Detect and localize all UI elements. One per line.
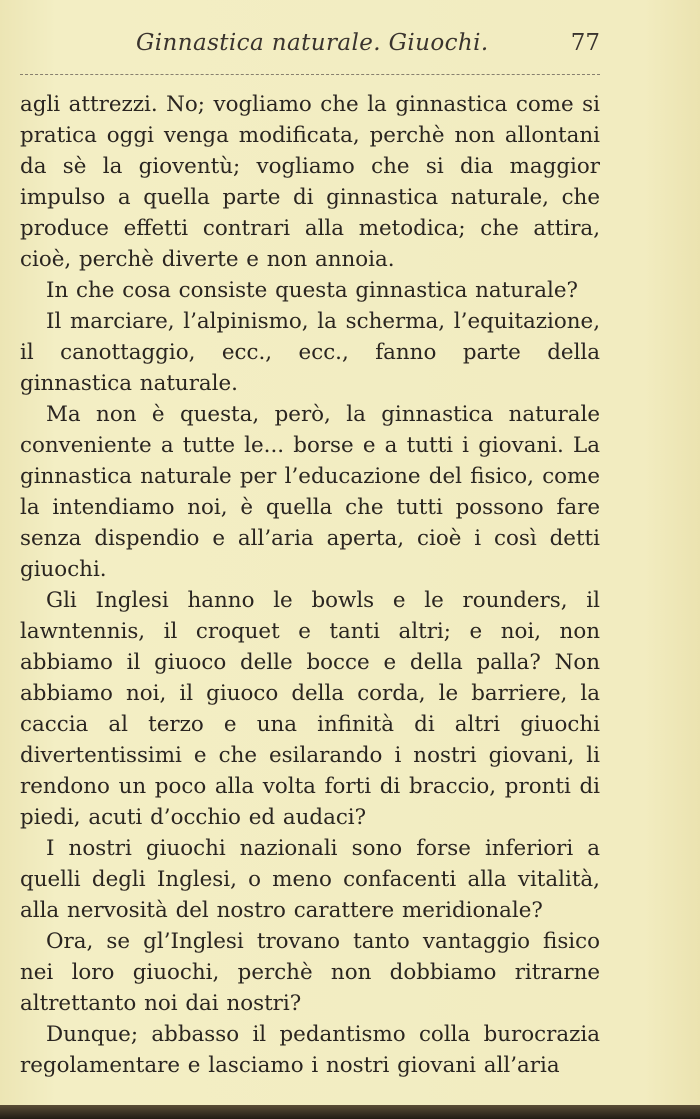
running-title: Ginnastica naturale. Giuochi.: [136, 30, 489, 56]
paragraph-national-games: I nostri giuochi nazionali sono forse inferiori a quelli degli Inglesi, o meno confacenti alla vitalità, alla nervosità del nostro carattere meridionale?: [20, 836, 600, 923]
paragraph-question: In che cosa consiste questa ginnastica naturale?: [46, 278, 579, 303]
paragraph-english-games: Gli Inglesi hanno le bowls e le rounders, il lawntennis, il croquet e tanti altri; e noi, non abbiamo il giuoco delle bocce e della palla? Non abbiamo noi, il giuoco della corda, le barriere, la caccia al terzo e una infinità di altri giuochi divertentissimi e che esilarando i nostri giovani, li rendono un poco alla volta forti di braccio, pronti di piedi, acuti d’occhio ed audaci?: [20, 588, 600, 830]
paragraph-natural-gymnastics: Ma non è questa, però, la ginnastica naturale conveniente a tutte le... borse e a tutti i giovani. La ginnastica naturale per l’educazione del fisico, come la intendiamo noi, è quella che tutti possono fare senza dispendio e all’aria aperta, cioè i così detti giuochi.: [20, 402, 600, 582]
paragraph-advantage: Ora, se gl’Inglesi trovano tanto vantaggio fisico nei loro giuochi, perchè non dobbiamo ritrarne altrettanto noi dai nostri?: [20, 929, 600, 1016]
page-header: [20, 30, 600, 64]
page-number: 77: [570, 30, 600, 56]
paragraph-conclusion: Dunque; abbasso il pedantismo colla burocrazia regolamentare e lasciamo i nostri giovani all’aria: [20, 1022, 600, 1078]
paragraph-continued: agli attrezzi. No; vogliamo che la ginnastica come si pratica oggi venga modificata, perchè non allontani da sè la gioventù; vogliamo che si dia maggior impulso a quella parte di ginnastica naturale, che produce effetti contrari alla metodica; che attira, cioè, perchè diverte e non annoia.: [20, 92, 600, 272]
body-text: [20, 89, 600, 1081]
page-bottom-edge: [0, 1105, 700, 1119]
paragraph-sports-list: Il marciare, l’alpinismo, la scherma, l’equitazione, il canottaggio, ecc., ecc., fanno parte della ginnastica naturale.: [20, 309, 600, 396]
header-rule: [20, 74, 600, 75]
